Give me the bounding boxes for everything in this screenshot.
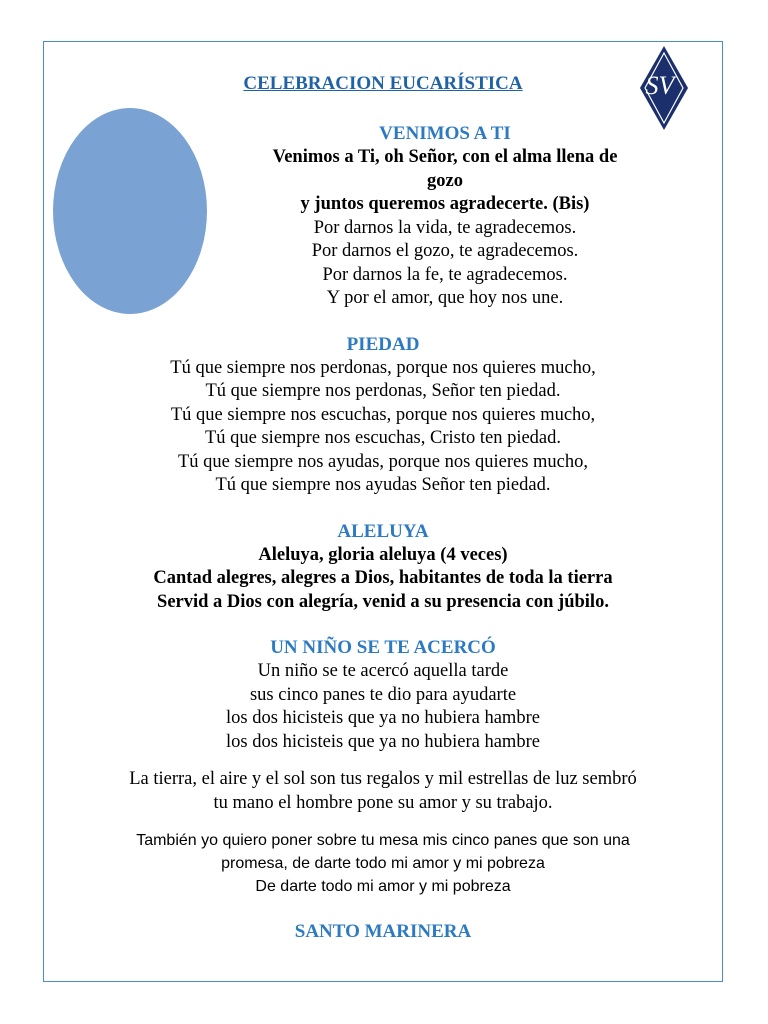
lyric-line: Tú que siempre nos perdonas, porque nos quieres mucho, [170,357,596,378]
lyric-line: gozo [427,170,463,191]
lyric-line: y juntos queremos agradecerte. (Bis) [300,194,590,214]
lyric-line: Un niño se te acercó aquella tarde [257,661,509,681]
lyric-line: Cantad alegres, alegres a Dios, habitantes de toda la tierra [153,568,613,588]
lyric-line: Servid a Dios con alegría, venid a su presencia con júbilo. [157,591,609,612]
lyric-line: los dos hicisteis que ya no hubiera hambre [226,708,540,728]
section-santo [44,920,722,944]
section-piedad [44,333,722,498]
logo-letter-s: SV [645,71,675,100]
document-body [44,70,722,944]
lyric-line: sus cinco panes te dio para ayudarte [249,684,517,705]
lyric-line: Tú que siempre nos ayudas Señor ten piedad. [215,475,551,495]
lyric-line: los dos hicisteis que ya no hubiera hambre [226,731,540,752]
lyric-line: tu mano el hombre pone su amor y su trabajo. [213,792,553,813]
lyric-line: Tú que siempre nos ayudas, porque nos quieres mucho, [178,451,588,472]
section-title-piedad: PIEDAD [346,333,420,355]
lyric-line: Aleluya, gloria aleluya (4 veces) [258,544,508,565]
lyric-line: Tú que siempre nos perdonas, Señor ten piedad. [205,381,561,401]
section-title-santo: SANTO MARINERA [294,921,472,942]
lyric-line: Por darnos el gozo, te agradecemos. [311,241,579,261]
section-title-aleluya: ALELUYA [337,520,429,542]
lyric-line: Por darnos la fe, te agradecemos. [322,264,568,285]
section-title-nino: UN NIÑO SE TE ACERCÓ [270,637,496,658]
section-title-venimos: VENIMOS A TI [379,123,511,144]
section-venimos [44,122,722,311]
section-aleluya [44,520,722,615]
lyric-line: Por darnos la vida, te agradecemos. [313,217,577,238]
lyric-line-sans: También yo quiero poner sobre tu mesa mis cinco panes que son una [136,832,630,849]
lyric-line-sans: De darte todo mi amor y mi pobreza [255,878,511,895]
lyric-line: La tierra, el aire y el sol son tus regalos y mil estrellas de luz sembró [129,769,637,789]
lyric-line: Venimos a Ti, oh Señor, con el alma llena de [272,147,618,167]
lyric-line: Tú que siempre nos escuchas, Cristo ten piedad. [204,428,562,448]
lyric-line-sans: promesa, de darte todo mi amor y mi pobreza [221,855,545,872]
lyric-line: Y por el amor, que hoy nos une. [326,288,564,308]
lyric-line: Tú que siempre nos escuchas, porque nos quieres mucho, [170,404,596,425]
document-title: CELEBRACION EUCARÍSTICA [243,73,523,94]
section-nino [44,636,722,898]
